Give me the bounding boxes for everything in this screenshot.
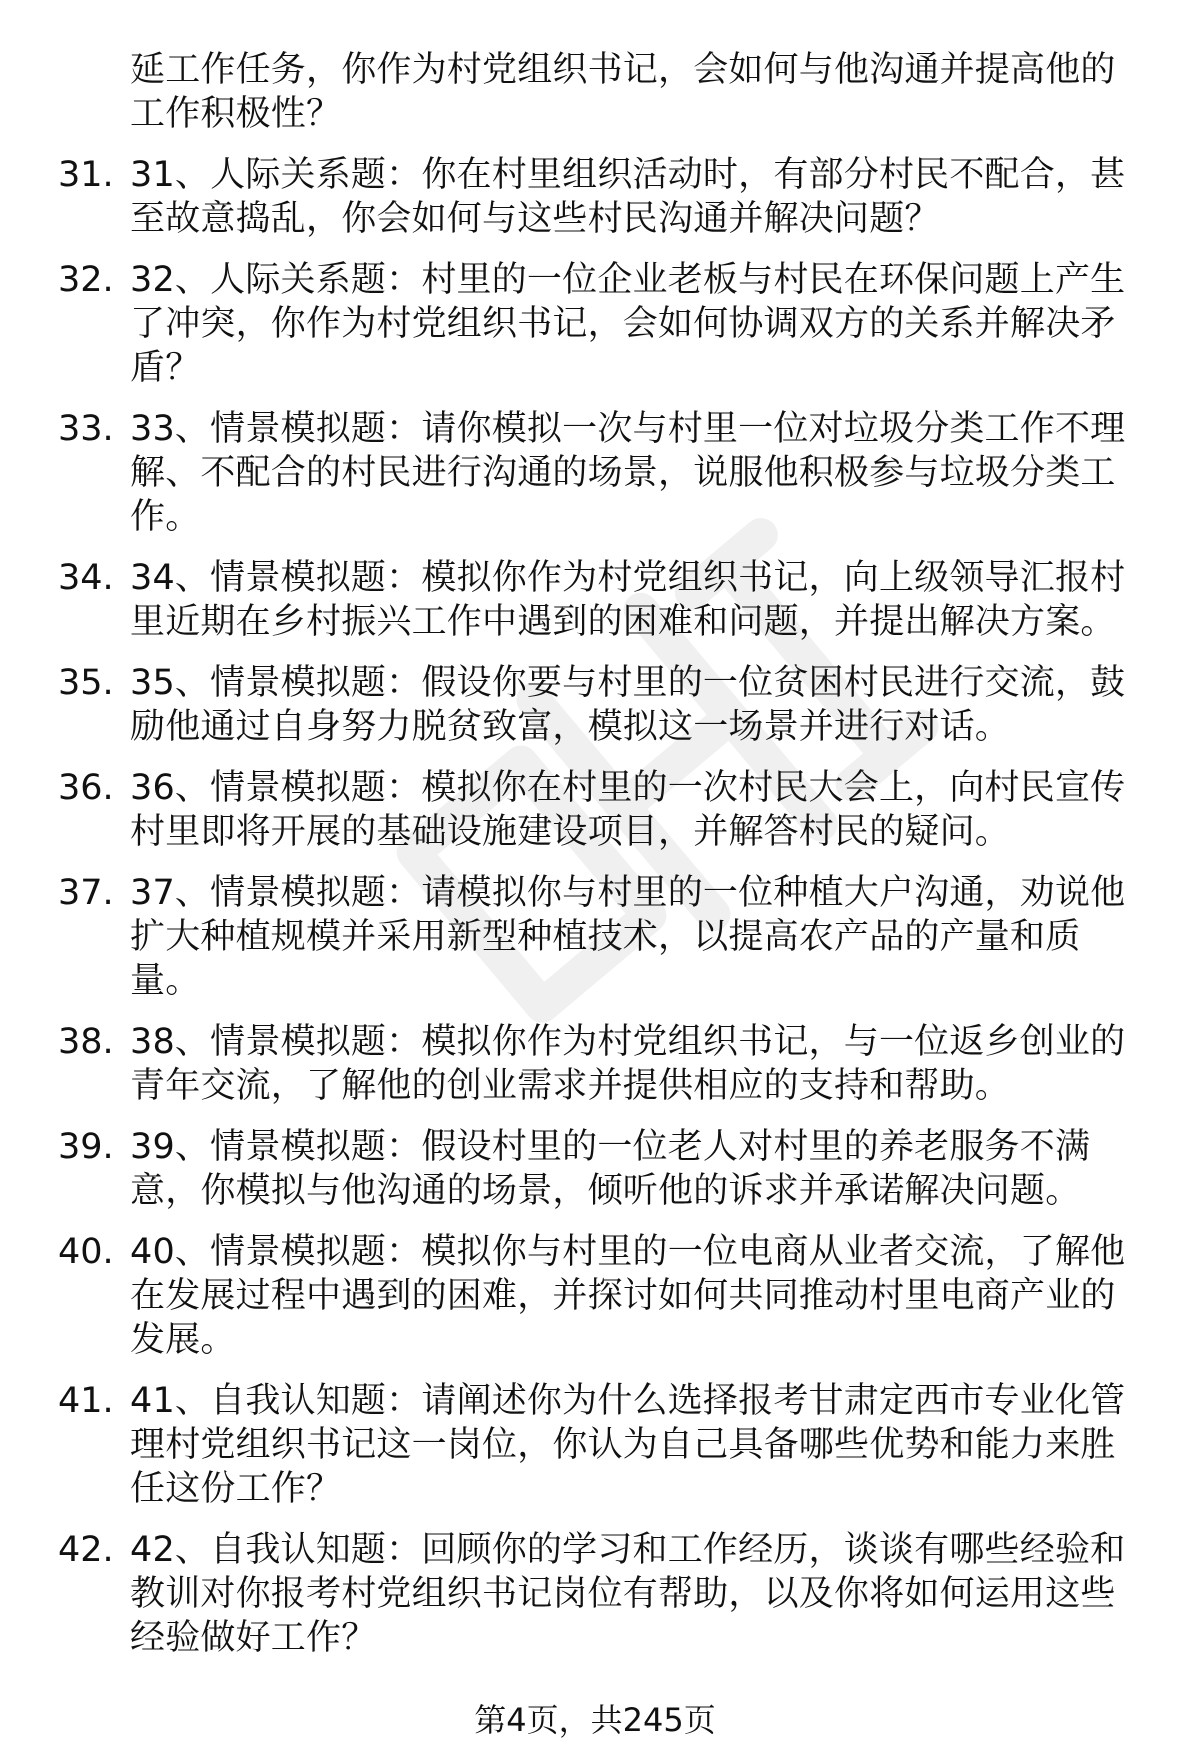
item-text: 34、情景模拟题：模拟你作为村党组织书记，向上级领导汇报村里近期在乡村振兴工作中遇到的困难和问题，并提出解决方案。 [130, 558, 1126, 642]
item-text: 40、情景模拟题：模拟你与村里的一位电商从业者交流，了解他在发展过程中遇到的困难，并探讨如何共同推动村里电商产业的发展。 [130, 1232, 1126, 1360]
list-item [0, 871, 1190, 1003]
item-text: 37、情景模拟题：请模拟你与村里的一位种植大户沟通，劝说他扩大种植规模并采用新型种植技术，以提高农产品的产量和质量。 [130, 873, 1126, 1001]
item-number: 40. [58, 1232, 114, 1272]
list-item [0, 1379, 1190, 1511]
list-item [0, 258, 1190, 390]
item-number: 35. [58, 663, 114, 703]
item-text: 39、情景模拟题：假设村里的一位老人对村里的养老服务不满意，你模拟与他沟通的场景，倾听他的诉求并承诺解决问题。 [130, 1127, 1091, 1211]
continued-question-text: 延工作任务，你作为村党组织书记，会如何与他沟通并提高他的工作积极性？ [130, 50, 1116, 134]
item-number: 41. [58, 1381, 114, 1421]
list-item [0, 153, 1190, 241]
item-text: 33、情景模拟题：请你模拟一次与村里一位对垃圾分类工作不理解、不配合的村民进行沟通的场景，说服他积极参与垃圾分类工作。 [130, 409, 1126, 537]
item-number: 31. [58, 155, 114, 195]
item-number: 33. [58, 409, 114, 449]
item-text: 38、情景模拟题：模拟你作为村党组织书记，与一位返乡创业的青年交流，了解他的创业需求并提供相应的支持和帮助。 [130, 1022, 1126, 1106]
item-number: 34. [58, 558, 114, 598]
item-text: 35、情景模拟题：假设你要与村里的一位贫困村民进行交流，鼓励他通过自身努力脱贫致富，模拟这一场景并进行对话。 [130, 663, 1126, 747]
item-text: 42、自我认知题：回顾你的学习和工作经历，谈谈有哪些经验和教训对你报考村党组织书记岗位有帮助，以及你将如何运用这些经验做好工作？ [130, 1530, 1126, 1658]
list-item [0, 661, 1190, 749]
list-item [0, 1528, 1190, 1660]
list-item [0, 407, 1190, 539]
item-text: 41、自我认知题：请阐述你为什么选择报考甘肃定西市专业化管理村党组织书记这一岗位，你认为自己具备哪些优势和能力来胜任这份工作？ [130, 1381, 1126, 1509]
document-body [0, 48, 1190, 1660]
item-number: 38. [58, 1022, 114, 1062]
item-number: 32. [58, 260, 114, 300]
item-number: 36. [58, 768, 114, 808]
list-item [0, 766, 1190, 854]
item-number: 37. [58, 873, 114, 913]
item-number: 39. [58, 1127, 114, 1167]
list-item [0, 1020, 1190, 1108]
page-footer: 第4页，共245页 [474, 1701, 716, 1739]
item-text: 32、人际关系题：村里的一位企业老板与村民在环保问题上产生了冲突，你作为村党组织书记，会如何协调双方的关系并解决矛盾？ [130, 260, 1126, 388]
list-item [0, 556, 1190, 644]
list-item [0, 1230, 1190, 1362]
item-text: 36、情景模拟题：模拟你在村里的一次村民大会上，向村民宣传村里即将开展的基础设施建设项目，并解答村民的疑问。 [130, 768, 1126, 852]
list-item [0, 1125, 1190, 1213]
item-text: 31、人际关系题：你在村里组织活动时，有部分村民不配合，甚至故意捣乱，你会如何与这些村民沟通并解决问题？ [130, 155, 1126, 239]
item-number: 42. [58, 1530, 114, 1570]
